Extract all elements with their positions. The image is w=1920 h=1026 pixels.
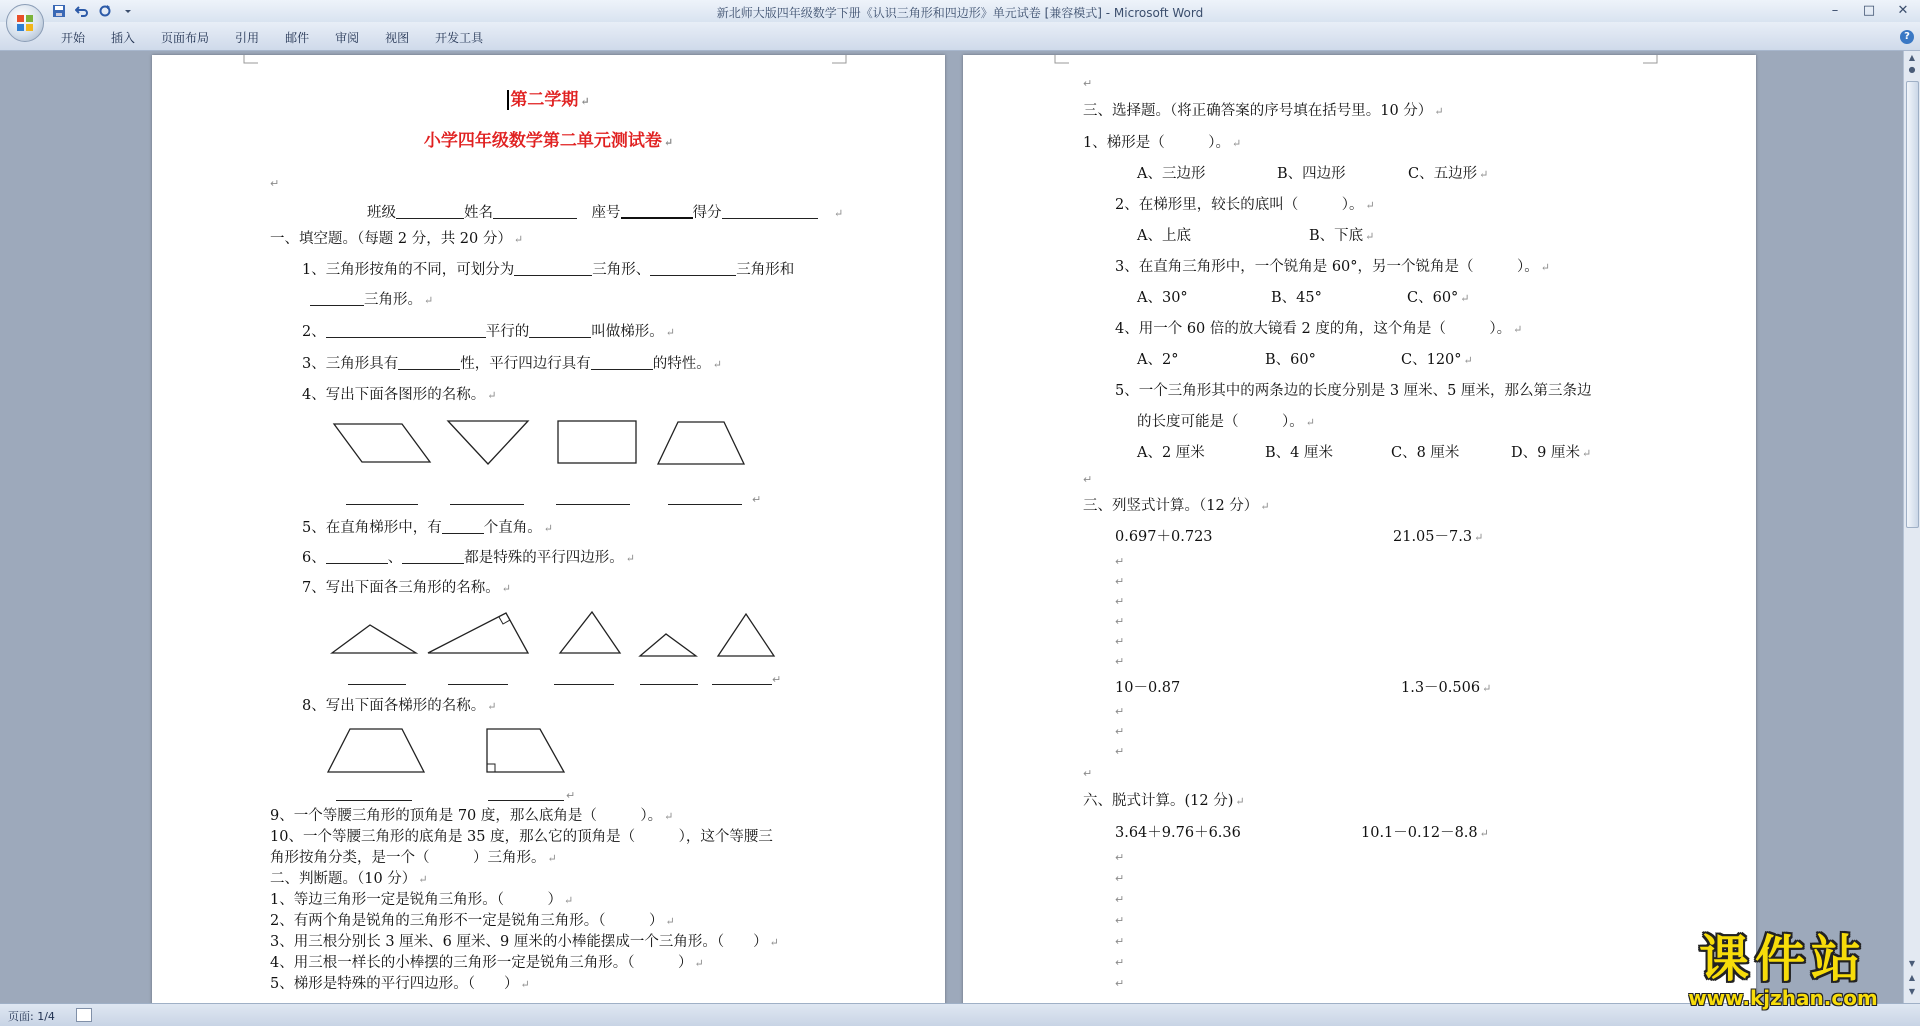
choice-3-option-a: A、30° <box>1137 290 1188 306</box>
choice-3: 3、在直角三角形中，一个锐角是 60°，另一个锐角是（ ）。 ↵ <box>1115 259 1551 275</box>
inverted-triangle-shape <box>446 418 530 466</box>
maximize-icon[interactable]: □ <box>1862 2 1876 18</box>
choice-5-option-c: C、8 厘米 <box>1391 445 1460 461</box>
redo-icon[interactable] <box>96 2 114 19</box>
trapezoid-shape <box>656 419 746 467</box>
question-1: 1、三角形按角的不同，可划分为 三角形、 三角形和 <box>302 262 795 278</box>
question-7: 7、写出下面各三角形的名称。 ↵ <box>302 580 511 596</box>
question-5: 5、在直角梯形中，有 个直角。 ↵ <box>302 520 553 536</box>
help-icon[interactable]: ? <box>1900 30 1914 44</box>
obtuse-triangle-shape <box>330 619 420 657</box>
title-bar <box>0 0 1920 22</box>
window-controls <box>1818 0 1920 20</box>
answer-blank[interactable] <box>448 683 508 685</box>
choice-1-option-c: C、五边形 ↵ <box>1408 166 1489 182</box>
scroll-down-icon[interactable]: ▼ <box>1908 959 1916 968</box>
judge-1: 1、等边三角形一定是锐角三角形。（ ） ↵ <box>270 892 574 908</box>
choice-3-option-b: B、45° <box>1271 290 1322 306</box>
calc-problem: 10－0.87 <box>1115 680 1181 696</box>
answer-blank[interactable] <box>712 683 772 685</box>
paragraph-mark: ↵ <box>752 493 762 506</box>
question-9: 9、一个等腰三角形的顶角是 70 度，那么底角是（ ）。 ↵ <box>270 808 674 824</box>
isosceles-triangle-shape <box>716 611 778 659</box>
calc-problem: 3.64＋9.76＋6.36 <box>1115 825 1241 841</box>
answer-blank[interactable] <box>348 683 406 685</box>
choice-1-option-a: A、三边形 <box>1137 166 1206 182</box>
choice-4-option-a: A、2° <box>1137 352 1179 368</box>
document-canvas <box>0 51 1904 1003</box>
watermark-logo <box>1668 931 1898 1009</box>
choice-4: 4、用一个 60 倍的放大镜看 2 度的角，这个角是（ ）。 ↵ <box>1115 321 1523 337</box>
question-10-cont: 角形按角分类，是一个（ ）三角形。 ↵ <box>270 850 557 866</box>
choice-2: 2、在梯形里，较长的底叫（ ）。 ↵ <box>1115 197 1375 213</box>
choice-2-option-a: A、上底 <box>1137 228 1191 244</box>
choice-5-option-b: B、4 厘米 <box>1265 445 1333 461</box>
paragraph-mark: ↵ <box>1083 77 1093 90</box>
answer-blank[interactable] <box>668 503 742 505</box>
watermark-url: www.kjzhan.com <box>1688 986 1878 1010</box>
calc-problem: 10.1－0.12－8.8 ↵ <box>1361 825 1489 841</box>
watermark-main: 课件站 <box>1699 930 1867 988</box>
paragraph-mark: ↵ <box>270 177 280 190</box>
question-4: 4、写出下面各图形的名称。 ↵ <box>302 387 497 403</box>
choice-4-option-c: C、120° ↵ <box>1401 352 1473 368</box>
office-logo-icon <box>16 14 34 32</box>
question-1-cont: 三角形。 ↵ <box>310 288 433 309</box>
document-page-1[interactable] <box>152 55 945 1003</box>
tab-page-layout[interactable]: 页面布局 <box>161 31 210 45</box>
paragraph-mark: ↵ <box>1115 977 1125 990</box>
status-bar <box>0 1003 1920 1026</box>
paragraph-mark: ↵ <box>1115 872 1125 885</box>
right-trapezoid-shape <box>484 726 568 776</box>
judge-3: 3、用三根分别长 3 厘米、6 厘米、9 厘米的小棒能摆成一个三角形。（ ） ↵ <box>270 934 779 950</box>
calc-problem: 1.3－0.506 ↵ <box>1401 680 1492 696</box>
quick-access-toolbar <box>50 2 137 19</box>
tab-references[interactable]: 引用 <box>235 31 260 45</box>
section-5-heading: 六、脱式计算。(12 分) ↵ <box>1083 793 1245 809</box>
paragraph-mark: ↵ <box>1083 767 1093 780</box>
customize-icon[interactable] <box>119 2 137 19</box>
margin-mark-icon <box>832 55 854 77</box>
page-indicator[interactable]: 页面: 1/4 <box>8 1010 55 1023</box>
parallelogram-shape <box>332 420 432 465</box>
paragraph-mark: ↵ <box>1115 575 1125 588</box>
semester-heading: 第二学期 ↵ <box>152 85 945 110</box>
paragraph-mark: ↵ <box>1115 914 1125 927</box>
paragraph-mark: ↵ <box>1115 705 1125 718</box>
paragraph-mark: ↵ <box>1115 595 1125 608</box>
student-info-line: 班级 姓名 座号 得分 ↵ <box>367 205 844 221</box>
paragraph-mark: ↵ <box>1115 555 1125 568</box>
choice-3-option-c: C、60° ↵ <box>1407 290 1470 306</box>
choice-1: 1、梯形是（ ）。 ↵ <box>1083 135 1242 151</box>
section-3-heading: 三、选择题。（将正确答案的序号填在括号里。10 分） ↵ <box>1083 103 1444 119</box>
acute-triangle-shape <box>558 609 622 657</box>
undo-icon[interactable] <box>73 2 91 19</box>
paragraph-mark: ↵ <box>1115 635 1125 648</box>
choice-5-option-a: A、2 厘米 <box>1137 445 1205 461</box>
exam-title: 小学四年级数学第二单元测试卷 ↵ <box>423 131 674 151</box>
answer-blank[interactable] <box>488 799 564 801</box>
section-1-heading: 一、填空题。（每题 2 分，共 20 分） ↵ <box>270 231 524 247</box>
paragraph-mark: ↵ <box>1115 851 1125 864</box>
document-page-2[interactable] <box>963 55 1756 1003</box>
judge-4: 4、用三根一样长的小棒摆的三角形一定是锐角三角形。（ ） ↵ <box>270 955 704 971</box>
window-title: 新北师大版四年级数学下册《认识三角形和四边形》单元试卷 [兼容模式] - Microsoft Word <box>716 6 1204 20</box>
choice-1-option-b: B、四边形 <box>1277 166 1346 182</box>
margin-mark-icon <box>236 55 258 77</box>
section-4-heading: 三、列竖式计算。（12 分） ↵ <box>1083 498 1270 514</box>
choice-5-cont: 的长度可能是（ ）。 ↵ <box>1137 414 1315 430</box>
tab-insert[interactable]: 插入 <box>111 31 136 45</box>
rectangle-shape <box>556 418 638 466</box>
tab-review[interactable]: 审阅 <box>335 31 360 45</box>
answer-blank[interactable] <box>346 503 418 505</box>
previous-page-icon[interactable]: ▲ <box>1908 973 1916 982</box>
tab-home[interactable]: 开始 <box>61 31 86 45</box>
save-icon[interactable] <box>50 2 68 19</box>
tab-developer[interactable]: 开发工具 <box>435 31 484 45</box>
choice-2-option-b: B、下底 ↵ <box>1309 228 1375 244</box>
paragraph-mark: ↵ <box>1115 893 1125 906</box>
choice-5-option-d: D、9 厘米 ↵ <box>1511 445 1592 461</box>
judge-2: 2、有两个角是锐角的三角形不一定是锐角三角形。（ ） ↵ <box>270 913 675 929</box>
question-8: 8、写出下面各梯形的名称。 ↵ <box>302 698 497 714</box>
judge-5: 5、梯形是特殊的平行四边形。（ ） ↵ <box>270 976 530 992</box>
office-button[interactable] <box>6 4 44 42</box>
answer-blank[interactable] <box>336 799 412 801</box>
next-page-icon[interactable]: ▼ <box>1908 987 1916 996</box>
question-10: 10、一个等腰三角形的底角是 35 度，那么它的顶角是（ ），这个等腰三 <box>270 829 773 845</box>
question-6: 6、 、 都是特殊的平行四边形。 ↵ <box>302 550 635 566</box>
paragraph-mark: ↵ <box>1115 655 1125 668</box>
answer-blank[interactable] <box>640 683 698 685</box>
vertical-scrollbar[interactable] <box>1903 51 1920 1003</box>
small-triangle-shape <box>638 631 702 659</box>
scroll-thumb[interactable] <box>1906 81 1919 528</box>
minimize-icon[interactable]: – <box>1831 2 1839 18</box>
section-2-heading: 二、判断题。（10 分） ↵ <box>270 871 428 887</box>
paragraph-mark: ↵ <box>566 789 576 802</box>
paragraph-mark: ↵ <box>1115 725 1125 738</box>
question-2: 2、 平行的 叫做梯形。 ↵ <box>302 324 675 340</box>
answer-blank[interactable] <box>450 503 524 505</box>
ruler-toggle-icon[interactable]: ● <box>1908 65 1916 74</box>
paragraph-mark: ↵ <box>1115 745 1125 758</box>
margin-mark-icon <box>1047 55 1069 77</box>
close-icon[interactable]: ✕ <box>1897 2 1909 18</box>
choice-4-option-b: B、60° <box>1265 352 1316 368</box>
scroll-up-icon[interactable]: ▲ <box>1908 53 1916 62</box>
choice-5: 5、一个三角形其中的两条边的长度分别是 3 厘米、5 厘米，那么第三条边 <box>1115 383 1592 399</box>
answer-blank[interactable] <box>554 683 614 685</box>
calc-problem: 21.05－7.3 ↵ <box>1393 529 1484 545</box>
answer-blank[interactable] <box>556 503 630 505</box>
margin-mark-icon <box>1643 55 1665 77</box>
tab-view[interactable]: 视图 <box>385 31 410 45</box>
tab-mailings[interactable]: 邮件 <box>285 31 310 45</box>
proofing-icon[interactable] <box>76 1008 92 1022</box>
paragraph-mark: ↵ <box>1083 473 1093 486</box>
isosceles-trapezoid-shape <box>326 726 426 776</box>
ribbon <box>0 22 1920 51</box>
paragraph-mark: ↵ <box>1115 615 1125 628</box>
ribbon-tabs <box>48 29 496 46</box>
right-triangle-shape <box>426 611 530 657</box>
paragraph-mark: ↵ <box>1115 956 1125 969</box>
paragraph-mark: ↵ <box>772 673 782 686</box>
calc-problem: 0.697＋0.723 <box>1115 529 1213 545</box>
question-3: 3、三角形具有 性，平行四边行具有 的特性。 ↵ <box>302 356 722 372</box>
paragraph-mark: ↵ <box>1115 935 1125 948</box>
